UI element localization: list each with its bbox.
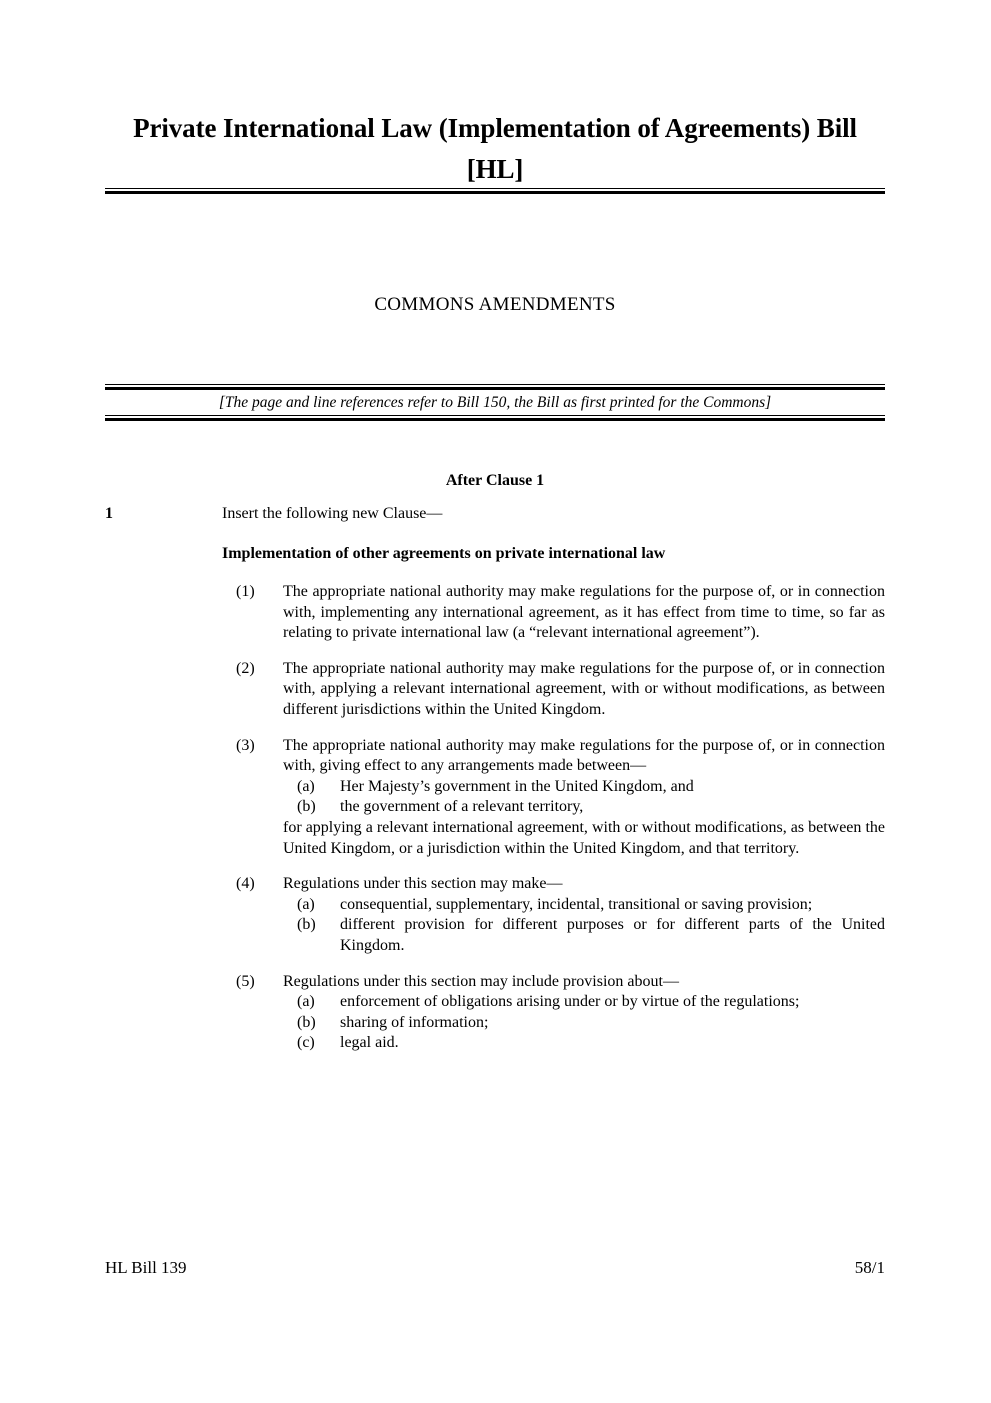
lettered-item-marker: (a) bbox=[297, 777, 315, 795]
reference-note: [The page and line references refer to Bill 150, the Bill as first printed for the Commons] bbox=[218, 394, 772, 411]
amendment-instruction: Insert the following new Clause— bbox=[222, 505, 443, 522]
subsection bbox=[222, 874, 885, 956]
lettered-item-text: enforcement of obligations arising under or by virtue of the regulations; bbox=[340, 993, 800, 1011]
subsection-text: The appropriate national authority may make regulations for the purpose of, or in connection with, applying a relevant international agreement, with or without modifications, as between different jurisdictions within the United Kingdom. bbox=[283, 659, 885, 718]
subsection bbox=[222, 736, 885, 860]
amendment-body bbox=[222, 503, 885, 1054]
lettered-item-text: the government of a relevant territory, bbox=[340, 798, 584, 816]
lettered-item bbox=[283, 915, 885, 956]
subsection-text: The appropriate national authority may make regulations for the purpose of, or in connection with, implementing any international agreement, as it has effect from time to time, so far as relating to private international law (a “relevant international agreement”). bbox=[283, 583, 885, 642]
lettered-item-list bbox=[283, 777, 885, 818]
lettered-item-list bbox=[283, 992, 885, 1054]
amendment-block bbox=[105, 503, 885, 1054]
lettered-item bbox=[283, 992, 885, 1013]
subsection bbox=[222, 659, 885, 721]
footer-page-number: 58/1 bbox=[854, 1258, 885, 1277]
subsection-text: The appropriate national authority may make regulations for the purpose of, or in connection with, giving effect to any arrangements made between— bbox=[283, 736, 885, 775]
subsection-marker: (1) bbox=[236, 583, 255, 600]
new-clause-title: Implementation of other agreements on private international law bbox=[222, 545, 666, 562]
section-heading: After Clause 1 bbox=[445, 472, 545, 489]
rule-thick-line bbox=[105, 387, 885, 390]
lettered-item-marker: (a) bbox=[297, 895, 315, 913]
subsection-marker: (5) bbox=[236, 972, 255, 990]
subsection-text: Regulations under this section may include provision about— bbox=[283, 972, 679, 990]
rule-thick-line bbox=[105, 191, 885, 194]
lettered-item-text: sharing of information; bbox=[340, 1013, 489, 1031]
subsection-marker: (3) bbox=[236, 736, 255, 754]
subsection-marker: (4) bbox=[236, 875, 255, 893]
page-title: Private International Law (Implementation of Agreements) Bill [HL] bbox=[133, 113, 857, 184]
lettered-item-marker: (b) bbox=[297, 798, 316, 816]
lettered-item bbox=[283, 1033, 885, 1054]
subsection-tail-text: for applying a relevant international agreement, with or without modifications, as between the United Kingdom, or a jurisdiction within the United Kingdom, and that territory. bbox=[283, 818, 885, 857]
lettered-item-marker: (b) bbox=[297, 1013, 316, 1031]
footer-bill-number: HL Bill 139 bbox=[105, 1258, 187, 1277]
lettered-item-marker: (b) bbox=[297, 916, 316, 934]
subsection-text: Regulations under this section may make— bbox=[283, 875, 563, 893]
lettered-item-text: Her Majesty’s government in the United Kingdom, and bbox=[340, 777, 694, 795]
subsection-marker: (2) bbox=[236, 659, 255, 677]
lettered-item-text: different provision for different purposes or for different parts of the United Kingdom. bbox=[340, 916, 885, 954]
rule-thick-line bbox=[105, 418, 885, 421]
note-bottom-rule bbox=[105, 415, 885, 421]
lettered-item bbox=[283, 895, 885, 916]
lettered-item-marker: (c) bbox=[297, 1034, 315, 1052]
page-footer bbox=[105, 1258, 885, 1278]
lettered-item bbox=[283, 797, 885, 818]
title-divider-rule bbox=[105, 188, 885, 194]
lettered-item bbox=[283, 1013, 885, 1034]
commons-amendments-heading: COMMONS AMENDMENTS bbox=[374, 294, 616, 315]
lettered-item bbox=[283, 777, 885, 798]
subsection bbox=[222, 582, 885, 644]
subsection-list bbox=[222, 582, 885, 1054]
lettered-item-list bbox=[283, 895, 885, 957]
amendment-number: 1 bbox=[105, 505, 113, 522]
lettered-item-text: legal aid. bbox=[340, 1034, 399, 1052]
subsection bbox=[222, 972, 885, 1054]
note-top-rule bbox=[105, 384, 885, 390]
lettered-item-text: consequential, supplementary, incidental, transitional or saving provision; bbox=[340, 895, 813, 913]
lettered-item-marker: (a) bbox=[297, 993, 315, 1011]
